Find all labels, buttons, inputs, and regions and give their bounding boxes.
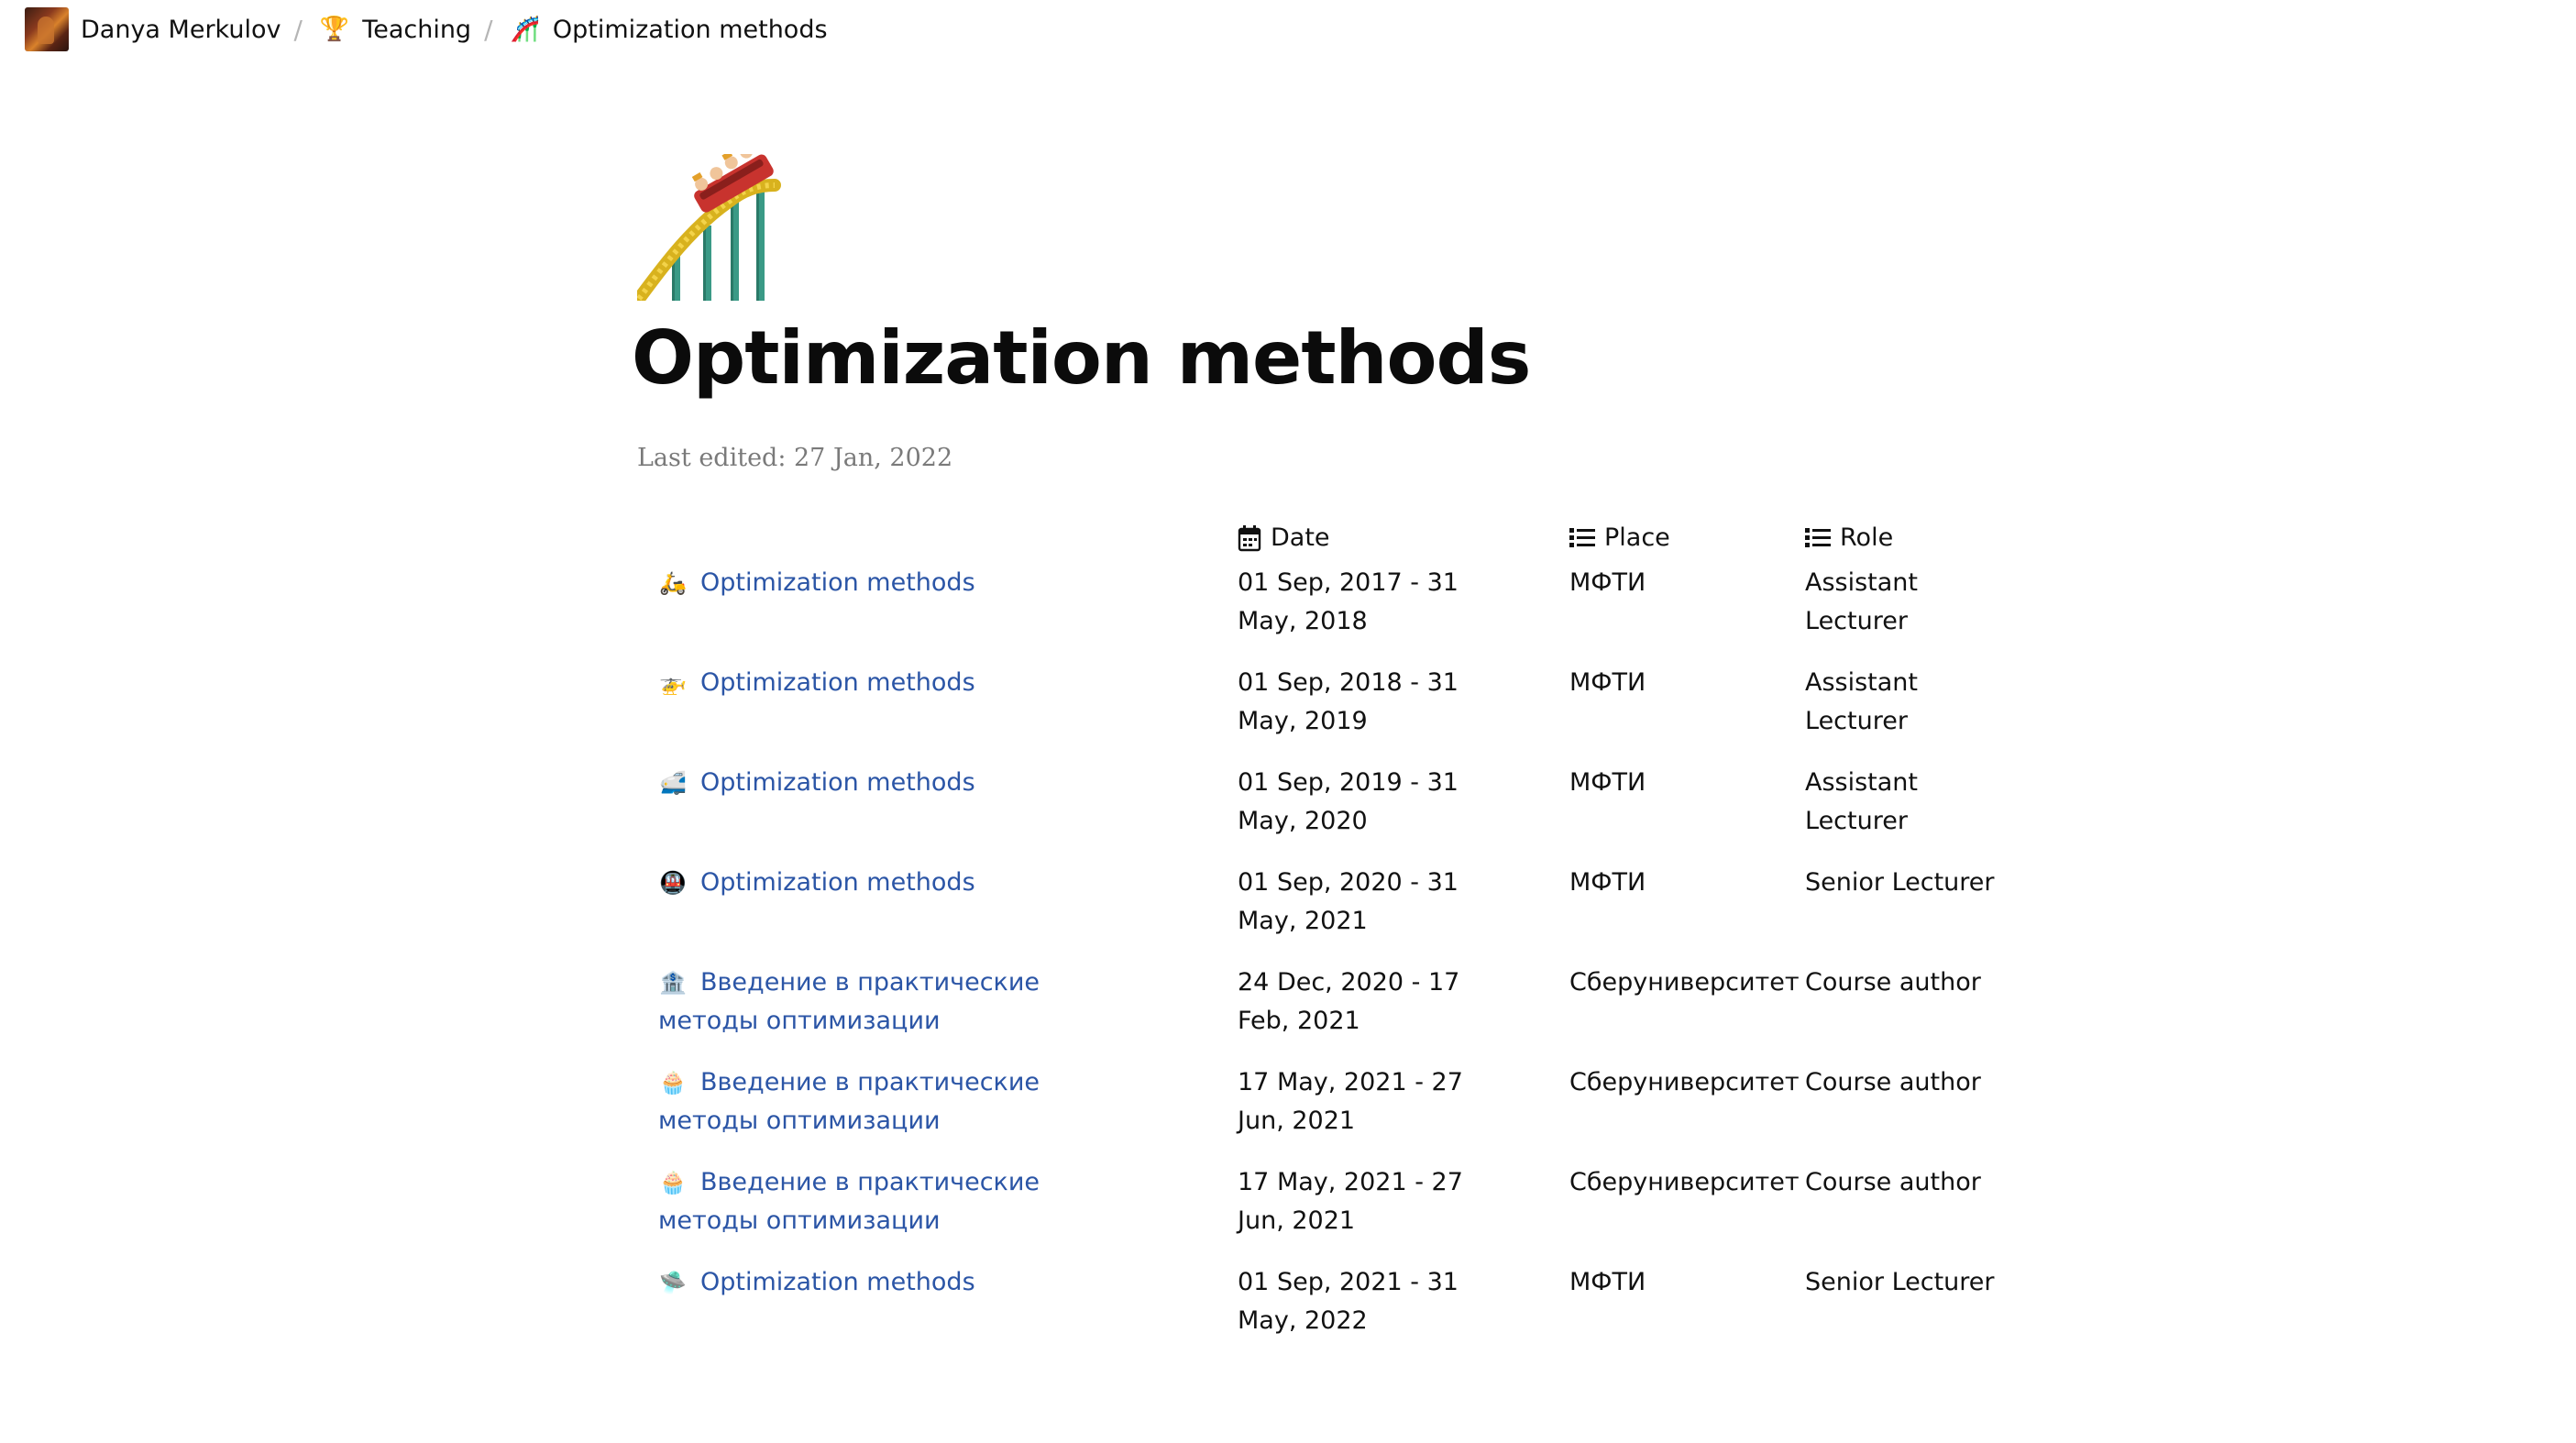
course-link[interactable] [658, 964, 1117, 1041]
course-name: Введение в практические методы оптимизации [658, 1168, 1040, 1235]
table-row [637, 1063, 2067, 1163]
breadcrumb-user[interactable] [25, 7, 281, 51]
course-role: Assistant Lecturer [1805, 668, 1919, 735]
cupcake-icon: 🧁 [659, 1070, 687, 1096]
helicopter-icon: 🚁 [659, 670, 687, 696]
course-role: Assistant Lecturer [1805, 768, 1919, 835]
table-row [637, 664, 2067, 764]
cupcake-icon: 🧁 [659, 1170, 687, 1195]
course-role: Course author [1805, 1068, 1981, 1096]
course-date: 01 Sep, 2018 - 31 May, 2019 [1238, 668, 1459, 735]
course-link[interactable] [658, 564, 1117, 602]
course-role: Course author [1805, 968, 1981, 997]
course-date: 01 Sep, 2021 - 31 May, 2022 [1238, 1268, 1459, 1335]
course-role: Course author [1805, 1168, 1981, 1196]
course-link[interactable] [658, 864, 1117, 902]
course-place: МФТИ [1569, 868, 1646, 897]
course-name: Optimization methods [700, 768, 975, 797]
breadcrumb-teaching[interactable] [318, 16, 471, 44]
column-header-date-label: Date [1271, 523, 1330, 552]
scooter-icon: 🛵 [659, 570, 687, 596]
table-row [637, 1263, 2067, 1363]
avatar [25, 7, 69, 51]
table-row [637, 864, 2067, 964]
course-role: Senior Lecturer [1805, 868, 1995, 897]
teaching-table [637, 518, 2067, 1363]
breadcrumb [25, 6, 828, 53]
course-date: 24 Dec, 2020 - 17 Feb, 2021 [1238, 968, 1460, 1035]
breadcrumb-separator: / [293, 14, 303, 45]
course-role: Assistant Lecturer [1805, 568, 1919, 635]
bullet-train-icon: 🚅 [659, 770, 687, 796]
last-edited-text: Last edited: 27 Jan, 2022 [637, 444, 953, 472]
list-icon [1569, 526, 1595, 550]
list-icon [1805, 526, 1831, 550]
course-name: Optimization methods [700, 668, 975, 697]
course-name: Введение в практические методы оптимизации [658, 1068, 1040, 1135]
course-place: Сберуниверситет [1569, 1168, 1800, 1196]
course-link[interactable] [658, 764, 1117, 802]
column-header-place-label: Place [1604, 523, 1670, 552]
breadcrumb-teaching-label: Teaching [362, 15, 472, 44]
bank-icon: 🏦 [659, 970, 687, 996]
table-row [637, 964, 2067, 1063]
course-name: Введение в практические методы оптимизации [658, 968, 1040, 1035]
roller-coaster-icon: 🎢 [510, 16, 540, 43]
course-date: 01 Sep, 2020 - 31 May, 2021 [1238, 868, 1459, 935]
table-header [637, 518, 2067, 564]
column-header-date[interactable] [1238, 523, 1330, 552]
table-row [637, 1163, 2067, 1263]
trophy-icon: 🏆 [319, 16, 350, 43]
table-row [637, 564, 2067, 664]
course-date: 17 May, 2021 - 27 Jun, 2021 [1238, 1068, 1463, 1135]
course-name: Optimization methods [700, 1268, 975, 1296]
table-row [637, 764, 2067, 864]
table-body [637, 564, 2067, 1363]
column-header-role[interactable] [1805, 523, 1893, 552]
course-place: Сберуниверситет [1569, 968, 1800, 997]
metro-icon: 🚇 [659, 870, 687, 896]
course-link[interactable] [658, 664, 1117, 702]
course-place: Сберуниверситет [1569, 1068, 1800, 1096]
breadcrumb-current-page[interactable] [509, 16, 828, 44]
breadcrumb-page-label: Optimization methods [552, 15, 828, 44]
course-name: Optimization methods [700, 568, 975, 597]
calendar-icon [1238, 524, 1261, 552]
course-date: 17 May, 2021 - 27 Jun, 2021 [1238, 1168, 1463, 1235]
column-header-place[interactable] [1569, 523, 1670, 552]
breadcrumb-separator: / [484, 14, 493, 45]
course-link[interactable] [658, 1163, 1117, 1240]
course-date: 01 Sep, 2017 - 31 May, 2018 [1238, 568, 1459, 635]
course-place: МФТИ [1569, 668, 1646, 697]
page-title: Optimization methods [632, 315, 1531, 401]
roller-coaster-icon [637, 154, 784, 301]
course-date: 01 Sep, 2019 - 31 May, 2020 [1238, 768, 1459, 835]
course-role: Senior Lecturer [1805, 1268, 1995, 1296]
column-header-role-label: Role [1840, 523, 1894, 552]
course-name: Optimization methods [700, 868, 975, 897]
course-link[interactable] [658, 1263, 1117, 1302]
course-place: МФТИ [1569, 768, 1646, 797]
course-place: МФТИ [1569, 1268, 1646, 1296]
breadcrumb-user-label: Danya Merkulov [81, 15, 281, 44]
course-place: МФТИ [1569, 568, 1646, 597]
course-link[interactable] [658, 1063, 1117, 1140]
ufo-icon: 🛸 [659, 1270, 687, 1295]
